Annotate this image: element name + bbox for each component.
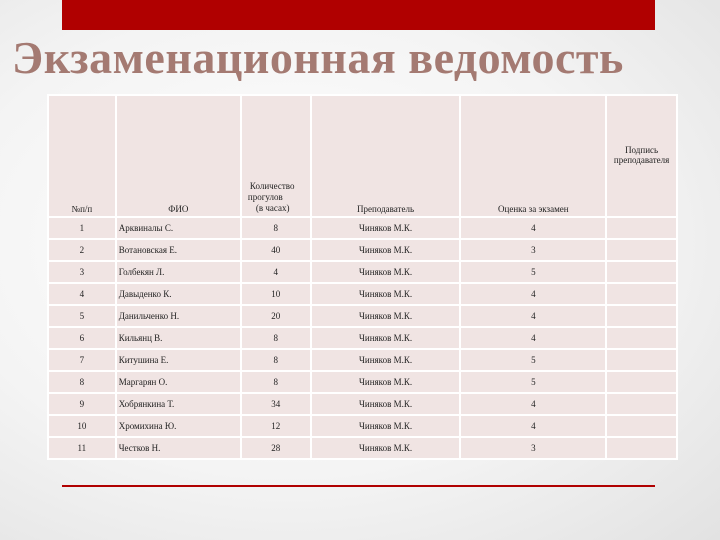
cell-absences: 10 bbox=[242, 284, 310, 304]
bottom-accent-line bbox=[62, 485, 655, 487]
cell-teacher: Чиняков М.К. bbox=[312, 438, 460, 458]
header-signature bbox=[607, 96, 676, 216]
cell-grade: 4 bbox=[461, 328, 605, 348]
cell-absences: 40 bbox=[242, 240, 310, 260]
header-signature-line2: преподавателя bbox=[613, 155, 670, 165]
cell-name: Данильченко Н. bbox=[117, 306, 240, 326]
cell-absences: 20 bbox=[242, 306, 310, 326]
cell-absences: 4 bbox=[242, 262, 310, 282]
cell-teacher: Чиняков М.К. bbox=[312, 350, 460, 370]
table-row bbox=[49, 416, 676, 436]
cell-signature bbox=[607, 372, 676, 392]
cell-name: Давыденко К. bbox=[117, 284, 240, 304]
cell-absences: 8 bbox=[242, 328, 310, 348]
header-absences-line1: Количество bbox=[249, 181, 295, 191]
cell-num: 3 bbox=[49, 262, 115, 282]
cell-signature bbox=[607, 416, 676, 436]
cell-grade: 5 bbox=[461, 372, 605, 392]
cell-num: 2 bbox=[49, 240, 115, 260]
cell-num: 5 bbox=[49, 306, 115, 326]
header-absences-line3: (в часах) bbox=[255, 203, 290, 213]
header-teacher: Преподаватель bbox=[312, 96, 460, 216]
cell-num: 7 bbox=[49, 350, 115, 370]
header-signature-line1: Подпись bbox=[625, 145, 659, 155]
cell-num: 6 bbox=[49, 328, 115, 348]
cell-signature bbox=[607, 306, 676, 326]
table-row bbox=[49, 284, 676, 304]
table-row bbox=[49, 394, 676, 414]
cell-name: Китушина Е. bbox=[117, 350, 240, 370]
cell-teacher: Чиняков М.К. bbox=[312, 262, 460, 282]
table-row bbox=[49, 328, 676, 348]
cell-teacher: Чиняков М.К. bbox=[312, 306, 460, 326]
table-row bbox=[49, 350, 676, 370]
table-header-row bbox=[49, 96, 676, 216]
cell-name: Кильянц В. bbox=[117, 328, 240, 348]
cell-grade: 4 bbox=[461, 394, 605, 414]
table-row bbox=[49, 218, 676, 238]
cell-grade: 4 bbox=[461, 416, 605, 436]
cell-absences: 12 bbox=[242, 416, 310, 436]
cell-teacher: Чиняков М.К. bbox=[312, 240, 460, 260]
cell-name: Вотановская Е. bbox=[117, 240, 240, 260]
cell-name: Хромихина Ю. bbox=[117, 416, 240, 436]
header-grade: Оценка за экзамен bbox=[461, 96, 605, 216]
cell-grade: 3 bbox=[461, 438, 605, 458]
cell-signature bbox=[607, 218, 676, 238]
cell-name: Голбекян Л. bbox=[117, 262, 240, 282]
cell-num: 8 bbox=[49, 372, 115, 392]
cell-num: 9 bbox=[49, 394, 115, 414]
cell-num: 10 bbox=[49, 416, 115, 436]
header-name: ФИО bbox=[117, 96, 240, 216]
cell-name: Хобрянкина Т. bbox=[117, 394, 240, 414]
cell-signature bbox=[607, 438, 676, 458]
cell-signature bbox=[607, 350, 676, 370]
cell-absences: 8 bbox=[242, 218, 310, 238]
table-row bbox=[49, 306, 676, 326]
cell-absences: 8 bbox=[242, 350, 310, 370]
cell-teacher: Чиняков М.К. bbox=[312, 328, 460, 348]
cell-signature bbox=[607, 240, 676, 260]
exam-sheet-table bbox=[47, 94, 678, 460]
cell-name: Маргарян О. bbox=[117, 372, 240, 392]
table-row bbox=[49, 262, 676, 282]
page-title: Экзаменационная ведомость bbox=[12, 32, 624, 83]
cell-name: Арквиналы С. bbox=[117, 218, 240, 238]
table-row bbox=[49, 372, 676, 392]
cell-grade: 4 bbox=[461, 284, 605, 304]
cell-num: 11 bbox=[49, 438, 115, 458]
table-row bbox=[49, 240, 676, 260]
cell-signature bbox=[607, 328, 676, 348]
header-absences bbox=[242, 96, 310, 216]
cell-grade: 5 bbox=[461, 350, 605, 370]
table-body bbox=[49, 218, 676, 458]
cell-signature bbox=[607, 394, 676, 414]
cell-name: Честков Н. bbox=[117, 438, 240, 458]
cell-teacher: Чиняков М.К. bbox=[312, 218, 460, 238]
cell-num: 4 bbox=[49, 284, 115, 304]
header-absences-line2: прогулов bbox=[247, 192, 283, 202]
cell-num: 1 bbox=[49, 218, 115, 238]
cell-absences: 8 bbox=[242, 372, 310, 392]
cell-grade: 4 bbox=[461, 306, 605, 326]
cell-teacher: Чиняков М.К. bbox=[312, 394, 460, 414]
cell-signature bbox=[607, 262, 676, 282]
cell-teacher: Чиняков М.К. bbox=[312, 416, 460, 436]
table-row bbox=[49, 438, 676, 458]
cell-grade: 5 bbox=[461, 262, 605, 282]
cell-absences: 34 bbox=[242, 394, 310, 414]
exam-sheet-table-container bbox=[47, 94, 678, 460]
cell-absences: 28 bbox=[242, 438, 310, 458]
cell-grade: 3 bbox=[461, 240, 605, 260]
cell-signature bbox=[607, 284, 676, 304]
cell-grade: 4 bbox=[461, 218, 605, 238]
cell-teacher: Чиняков М.К. bbox=[312, 372, 460, 392]
cell-teacher: Чиняков М.К. bbox=[312, 284, 460, 304]
header-num: №п/п bbox=[49, 96, 115, 216]
